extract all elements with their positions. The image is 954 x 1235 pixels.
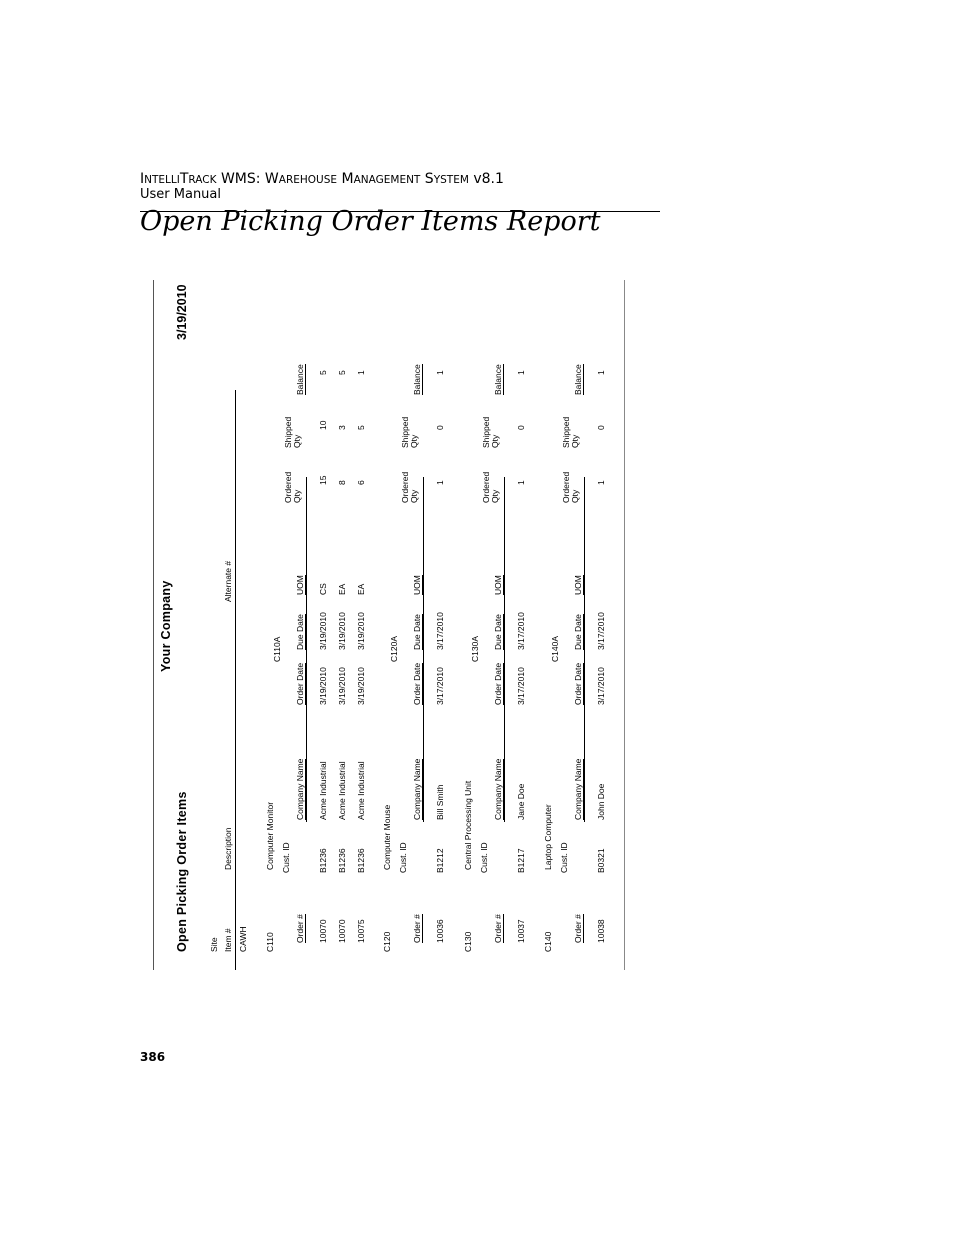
report-company: Your Company xyxy=(159,580,173,672)
col-header-shipped-qty: Qty xyxy=(570,434,580,448)
col-header-company-name: Company Name xyxy=(412,758,422,820)
cell-due-date: 3/19/2010 xyxy=(318,612,328,650)
cell-company-name: Acme Industrial xyxy=(318,761,328,820)
col-header-ordered-qty: Qty xyxy=(292,489,302,503)
cell-balance: 1 xyxy=(356,370,366,375)
cell-cust-id: B1212 xyxy=(435,848,445,873)
item-no-label: Item # xyxy=(223,928,233,952)
report-page xyxy=(153,280,625,970)
col-header-due-date: Due Date xyxy=(412,614,422,650)
col-header-due-date: Due Date xyxy=(493,614,503,650)
description-label: Description xyxy=(223,827,233,870)
cell-shipped-qty: 3 xyxy=(337,425,347,430)
col-header-order-date: Order Date xyxy=(573,662,583,705)
col-header-shipped: Shipped xyxy=(481,416,491,448)
cell-ordered-qty: 6 xyxy=(356,480,366,485)
cell-cust-id: B1236 xyxy=(337,848,347,873)
col-header-company-name: Company Name xyxy=(493,758,503,820)
cell-ordered-qty: 1 xyxy=(516,480,526,485)
cell-company-name: Bill Smith xyxy=(435,784,445,820)
col-header-due-date: Due Date xyxy=(573,614,583,650)
report-title: Open Picking Order Items xyxy=(175,791,189,952)
col-header-cust-id: Cust. ID xyxy=(398,842,408,873)
col-header-order-date: Order Date xyxy=(295,662,305,705)
item-description: Computer Mouse xyxy=(382,804,392,870)
cell-order-date: 3/17/2010 xyxy=(516,667,526,705)
doc-header-line1: INTELLITRACK WMS: WAREHOUSE MANAGEMENT SYSTEM v8.1 xyxy=(140,171,504,187)
col-header-shipped: Shipped xyxy=(400,416,410,448)
report-bottom-rule xyxy=(624,280,625,970)
cell-due-date: 3/17/2010 xyxy=(516,612,526,650)
item-description: Central Processing Unit xyxy=(463,780,473,870)
cell-cust-id: B1217 xyxy=(516,848,526,873)
cell-shipped-qty: 0 xyxy=(596,425,606,430)
cell-balance: 5 xyxy=(337,370,347,375)
column-header-rule xyxy=(584,477,585,822)
col-header-shipped: Shipped xyxy=(283,416,293,448)
item-description: Laptop Computer xyxy=(543,804,553,870)
cell-ordered-qty: 15 xyxy=(318,475,328,485)
col-header-ordered-qty: Qty xyxy=(490,489,500,503)
cell-company-name: Acme Industrial xyxy=(356,761,366,820)
col-header-ordered: Ordered xyxy=(400,471,410,503)
col-header-balance: Balance xyxy=(295,364,305,395)
col-header-company-name: Company Name xyxy=(573,758,583,820)
cell-due-date: 3/19/2010 xyxy=(356,612,366,650)
col-header-balance: Balance xyxy=(412,364,422,395)
page-title: Open Picking Order Items Report xyxy=(140,206,601,237)
cell-order-date: 3/17/2010 xyxy=(435,667,445,705)
cell-balance: 5 xyxy=(318,370,328,375)
item-number: C110 xyxy=(265,932,275,952)
item-number: C140 xyxy=(543,931,553,952)
col-header-balance: Balance xyxy=(573,364,583,395)
report-top-rule xyxy=(153,280,154,970)
col-header-order-date: Order Date xyxy=(412,662,422,705)
col-header-order-no: Order # xyxy=(295,914,305,943)
cell-order-no: 10037 xyxy=(516,919,526,943)
column-header-rule xyxy=(504,477,505,822)
col-header-cust-id: Cust. ID xyxy=(479,842,489,873)
cell-shipped-qty: 0 xyxy=(516,425,526,430)
cell-cust-id: B0321 xyxy=(596,848,606,873)
cell-balance: 1 xyxy=(596,370,606,375)
col-header-order-no: Order # xyxy=(493,914,503,943)
page-number: 386 xyxy=(140,1050,166,1064)
cell-balance: 1 xyxy=(435,370,445,375)
cell-company-name: Acme Industrial xyxy=(337,761,347,820)
cell-cust-id: B1236 xyxy=(318,848,328,873)
cell-shipped-qty: 10 xyxy=(318,420,328,430)
col-header-cust-id: Cust. ID xyxy=(559,842,569,873)
label-rule xyxy=(235,390,236,970)
col-header-ordered: Ordered xyxy=(481,471,491,503)
col-header-uom: UOM xyxy=(295,575,305,595)
cell-order-date: 3/17/2010 xyxy=(596,667,606,705)
col-header-ordered-qty: Qty xyxy=(570,489,580,503)
col-header-ordered: Ordered xyxy=(561,471,571,503)
cell-ordered-qty: 8 xyxy=(337,480,347,485)
item-number: C120 xyxy=(382,931,392,952)
col-header-due-date: Due Date xyxy=(295,614,305,650)
cell-shipped-qty: 0 xyxy=(435,425,445,430)
cell-due-date: 3/17/2010 xyxy=(596,612,606,650)
column-header-rule xyxy=(306,477,307,822)
col-header-shipped-qty: Qty xyxy=(490,434,500,448)
cell-order-date: 3/19/2010 xyxy=(337,667,347,705)
cell-order-date: 3/19/2010 xyxy=(356,667,366,705)
doc-header-line2: User Manual xyxy=(140,187,222,202)
col-header-order-no: Order # xyxy=(412,914,422,943)
column-header-rule xyxy=(423,477,424,822)
col-header-order-date: Order Date xyxy=(493,662,503,705)
cell-company-name: Jane Doe xyxy=(516,783,526,820)
cell-order-no: 10070 xyxy=(318,919,328,943)
site-value: CAWH xyxy=(238,926,248,952)
col-header-company-name: Company Name xyxy=(295,758,305,820)
cell-ordered-qty: 1 xyxy=(596,480,606,485)
cell-due-date: 3/19/2010 xyxy=(337,612,347,650)
item-description: Computer Monitor xyxy=(265,801,275,870)
cell-shipped-qty: 5 xyxy=(356,425,366,430)
report-date: 3/19/2010 xyxy=(175,284,189,340)
site-label: Site xyxy=(209,937,219,952)
item-alternate: C120A xyxy=(389,636,399,662)
col-header-shipped-qty: Qty xyxy=(409,434,419,448)
cell-uom: EA xyxy=(337,583,347,595)
col-header-shipped-qty: Qty xyxy=(292,434,302,448)
cell-due-date: 3/17/2010 xyxy=(435,612,445,650)
item-alternate: C140A xyxy=(550,636,560,662)
col-header-uom: UOM xyxy=(493,575,503,595)
cell-order-no: 10038 xyxy=(596,919,606,943)
cell-order-no: 10070 xyxy=(337,919,347,943)
col-header-order-no: Order # xyxy=(573,914,583,943)
col-header-ordered: Ordered xyxy=(283,471,293,503)
cell-cust-id: B1236 xyxy=(356,848,366,873)
cell-company-name: John Doe xyxy=(596,783,606,820)
cell-order-no: 10036 xyxy=(435,919,445,943)
col-header-ordered-qty: Qty xyxy=(409,489,419,503)
cell-uom: CS xyxy=(318,583,328,595)
col-header-uom: UOM xyxy=(412,575,422,595)
item-number: C130 xyxy=(463,931,473,952)
cell-balance: 1 xyxy=(516,370,526,375)
item-alternate: C130A xyxy=(470,636,480,662)
col-header-shipped: Shipped xyxy=(561,416,571,448)
cell-order-date: 3/19/2010 xyxy=(318,667,328,705)
col-header-cust-id: Cust. ID xyxy=(281,842,291,873)
item-alternate: C110A xyxy=(272,636,282,662)
alternate-no-label: Alternate # xyxy=(223,560,233,602)
col-header-balance: Balance xyxy=(493,364,503,395)
cell-uom: EA xyxy=(356,583,366,595)
cell-order-no: 10075 xyxy=(356,919,366,943)
col-header-uom: UOM xyxy=(573,575,583,595)
cell-ordered-qty: 1 xyxy=(435,480,445,485)
